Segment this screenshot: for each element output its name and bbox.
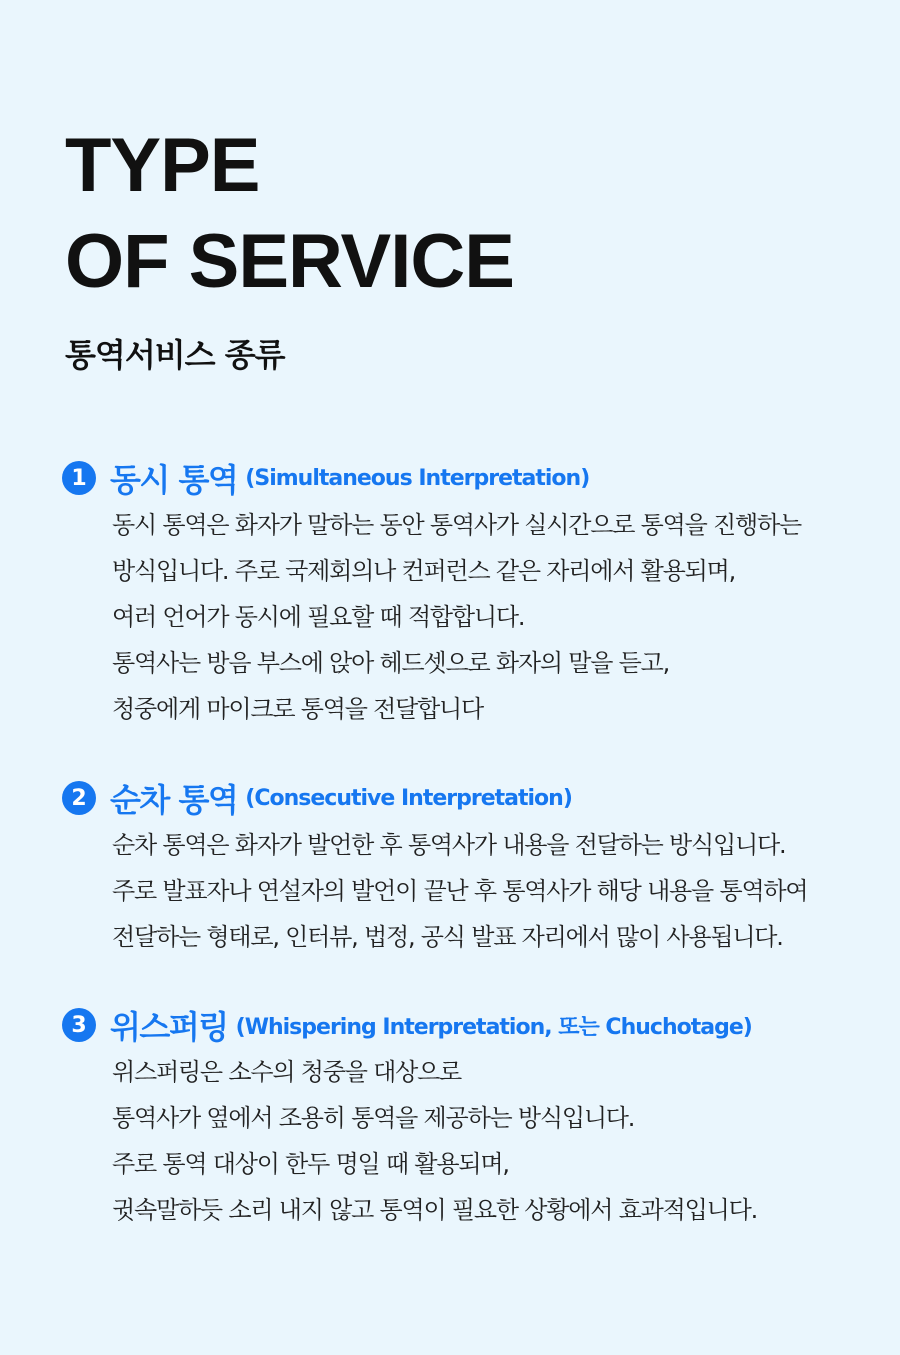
section-heading bbox=[62, 1003, 862, 1047]
section-title: 위스퍼링 bbox=[110, 1008, 228, 1046]
body-line: 주로 발표자나 연설자의 발언이 끝난 후 통역사가 해당 내용을 통역하여 bbox=[112, 877, 808, 905]
body-line: 방식입니다. 주로 국제회의나 컨퍼런스 같은 자리에서 활용되며, bbox=[112, 557, 736, 585]
section-body bbox=[112, 502, 862, 732]
body-line: 순차 통역은 화자가 발언한 후 통역사가 내용을 전달하는 방식입니다. bbox=[112, 831, 786, 859]
body-line: 전달하는 형태로, 인터뷰, 법정, 공식 발표 자리에서 많이 사용됩니다. bbox=[112, 923, 783, 951]
body-line: 여러 언어가 동시에 필요할 때 적합합니다. bbox=[112, 603, 525, 631]
section-subtitle: (Whispering Interpretation, 또는 Chuchotage) bbox=[235, 1014, 752, 1040]
page-header bbox=[65, 118, 514, 376]
service-section-simultaneous bbox=[62, 456, 862, 732]
body-line: 통역사가 옆에서 조용히 통역을 제공하는 방식입니다. bbox=[112, 1104, 635, 1132]
body-line: 주로 통역 대상이 한두 명일 때 활용되며, bbox=[112, 1150, 509, 1178]
body-line: 통역사는 방음 부스에 앉아 헤드셋으로 화자의 말을 듣고, bbox=[112, 649, 670, 677]
page-subtitle: 통역서비스 종류 bbox=[65, 336, 285, 374]
page-title-line-1: TYPE bbox=[65, 123, 260, 208]
section-body bbox=[112, 1049, 862, 1233]
section-title: 순차 통역 bbox=[110, 781, 238, 819]
body-line: 청중에게 마이크로 통역을 전달합니다 bbox=[112, 695, 484, 723]
body-line: 동시 통역은 화자가 말하는 동안 통역사가 실시간으로 통역을 진행하는 bbox=[112, 511, 801, 539]
body-line: 귓속말하듯 소리 내지 않고 통역이 필요한 상황에서 효과적입니다. bbox=[112, 1196, 757, 1224]
number-badge-2: 2 bbox=[62, 781, 96, 815]
section-title: 동시 통역 bbox=[110, 461, 238, 499]
page-title-line-2: OF SERVICE bbox=[65, 219, 514, 304]
service-section-consecutive bbox=[62, 776, 862, 960]
number-badge-1: 1 bbox=[62, 461, 96, 495]
section-subtitle: (Simultaneous Interpretation) bbox=[245, 465, 590, 491]
number-badge-3: 3 bbox=[62, 1008, 96, 1042]
section-body bbox=[112, 822, 862, 960]
section-heading bbox=[62, 456, 862, 500]
section-subtitle: (Consecutive Interpretation) bbox=[245, 785, 572, 811]
section-heading bbox=[62, 776, 862, 820]
body-line: 위스퍼링은 소수의 청중을 대상으로 bbox=[112, 1058, 462, 1086]
service-section-whispering bbox=[62, 1003, 862, 1233]
